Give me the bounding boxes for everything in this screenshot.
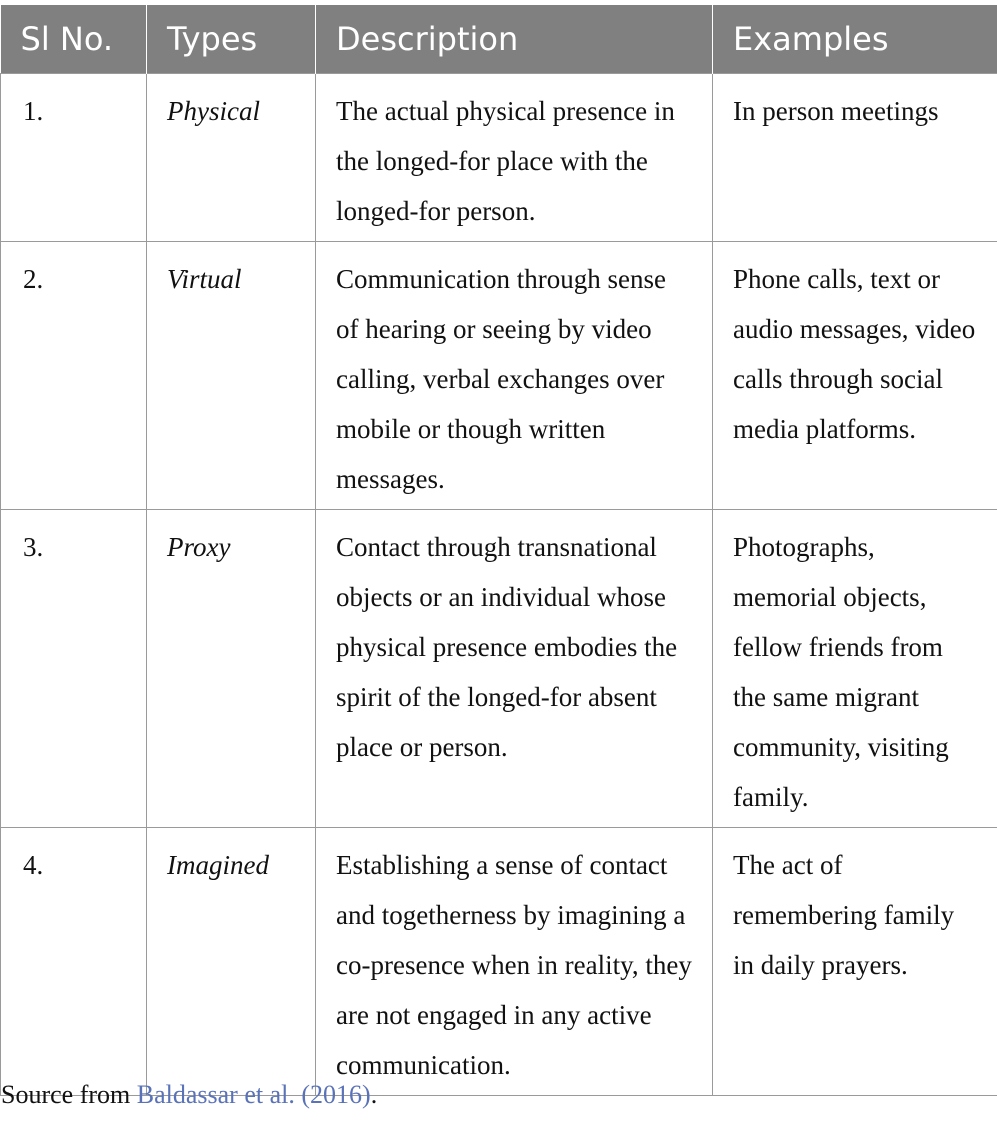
- cell-description: Contact through transnational objects or an individual whose physical presence embodies the spirit of the longed-for absent place or person.: [316, 509, 713, 827]
- cell-type: Imagined: [147, 827, 316, 1095]
- header-examples: Examples: [713, 5, 997, 73]
- table-container: [0, 5, 997, 1096]
- cell-number: 4.: [1, 827, 147, 1095]
- table-row: [1, 509, 997, 827]
- source-suffix: .: [370, 1080, 378, 1109]
- table-row: [1, 73, 997, 241]
- cell-number: 3.: [1, 509, 147, 827]
- cell-type: Proxy: [147, 509, 316, 827]
- header-description: Description: [316, 5, 713, 73]
- cell-description: Establishing a sense of contact and togetherness by imagining a co-presence when in reality, they are not engaged in any active communication.: [316, 827, 713, 1095]
- cell-type: Physical: [147, 73, 316, 241]
- cell-examples: Phone calls, text or audio messages, video calls through social media platforms.: [713, 241, 997, 509]
- cell-type: Virtual: [147, 241, 316, 509]
- source-prefix: Source from: [1, 1080, 137, 1109]
- cell-description: The actual physical presence in the longed-for place with the longed-for person.: [316, 73, 713, 241]
- cell-examples: Photographs, memorial objects, fellow friends from the same migrant community, visiting family.: [713, 509, 997, 827]
- citation-link[interactable]: Baldassar et al. (2016): [136, 1080, 371, 1109]
- header-row: [1, 5, 997, 73]
- cell-description: Communication through sense of hearing or seeing by video calling, verbal exchanges over mobile or though written messages.: [316, 241, 713, 509]
- source-note: [1, 1080, 377, 1110]
- co-presence-types-table: [0, 5, 997, 1096]
- header-sl-no: Sl No.: [1, 5, 147, 73]
- header-types: Types: [147, 5, 316, 73]
- cell-examples: In person meetings: [713, 73, 997, 241]
- cell-number: 2.: [1, 241, 147, 509]
- table-row: [1, 827, 997, 1095]
- cell-examples: The act of remembering family in daily prayers.: [713, 827, 997, 1095]
- table-row: [1, 241, 997, 509]
- cell-number: 1.: [1, 73, 147, 241]
